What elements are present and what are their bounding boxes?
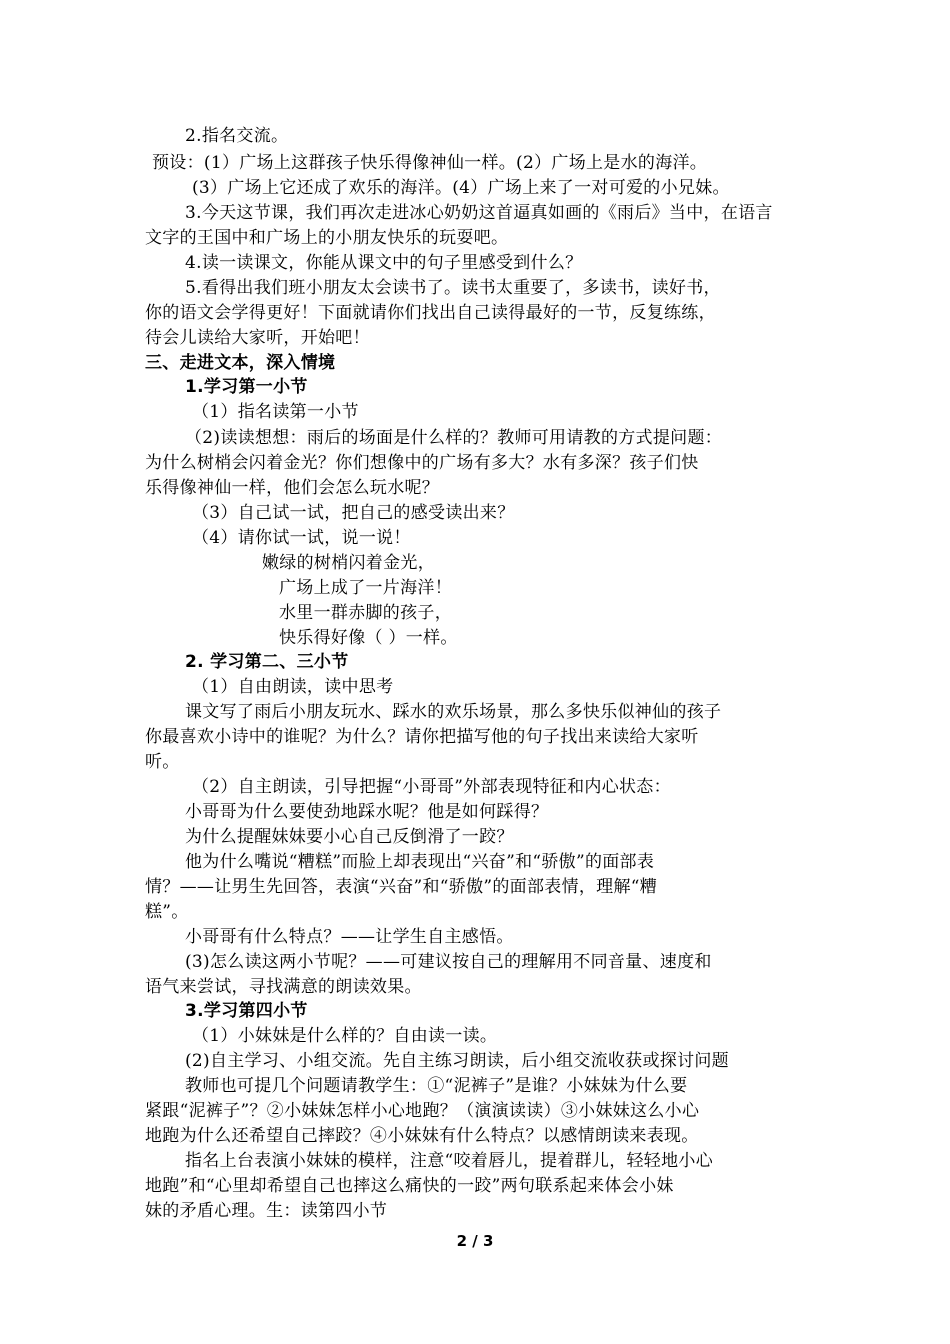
text-line: 课文写了雨后小朋友玩水、踩水的欢乐场景，那么多快乐似神仙的孩子 (185, 702, 722, 722)
text-line: （2）自主朗读，引导把握“小哥哥”外部表现特征和内心状态： (192, 777, 671, 797)
subsection-heading: 2. 学习第二、三小节 (185, 652, 349, 672)
text-line: 小哥哥有什么特点？——让学生自主感悟。 (185, 927, 514, 947)
section-heading: 三、走进文本，深入情境 (145, 353, 336, 373)
text-line: 他为什么嘴说“糟糕”而脸上却表现出“兴奋”和“骄傲”的面部表 (185, 852, 655, 872)
poem-line: 嫩绿的树梢闪着金光， (262, 553, 435, 573)
text-line: 预设：(1）广场上这群孩子快乐得像神仙一样。(2）广场上是水的海洋。 (152, 153, 708, 173)
text-line: 糕”。 (145, 902, 189, 922)
text-line: 你最喜欢小诗中的谁呢？为什么？请你把描写他的句子找出来读给大家听 (145, 727, 699, 747)
poem-line: 水里一群赤脚的孩子， (279, 603, 452, 623)
text-line: (2)自主学习、小组交流。先自主练习朗读，后小组交流收获或探讨问题 (185, 1051, 729, 1071)
text-line: 听。 (145, 752, 180, 772)
poem-line: 广场上成了一片海洋！ (279, 578, 452, 598)
text-line: 紧跟“泥裤子”？②小妹妹怎样小心地跑？（演演读读）③小妹妹这么小心 (145, 1101, 700, 1121)
text-line: 语气来尝试，寻找满意的朗读效果。 (145, 977, 422, 997)
subsection-heading: 3.学习第四小节 (185, 1001, 308, 1021)
text-line: （3）自己试一试，把自己的感受读出来？ (192, 503, 515, 523)
poem-line: 快乐得好像（ ）一样。 (279, 628, 458, 648)
text-line: 2.指名交流。 (185, 126, 289, 146)
text-line: 4.读一读课文，你能从课文中的句子里感受到什么？ (185, 253, 583, 273)
page-number: 2 / 3 (456, 1232, 494, 1250)
text-line: 文字的王国中和广场上的小朋友快乐的玩耍吧。 (145, 228, 509, 248)
text-line: 小哥哥为什么要使劲地踩水呢？他是如何踩得？ (185, 802, 549, 822)
text-line: 乐得像神仙一样，他们会怎么玩水呢？ (145, 478, 440, 498)
subsection-heading: 1.学习第一小节 (185, 377, 308, 397)
text-line: （2)读读想想：雨后的场面是什么样的？教师可用请教的方式提问题： (185, 428, 723, 448)
text-line: 你的语文会学得更好！下面就请你们找出自己读得最好的一节，反复练练， (145, 303, 716, 323)
text-line: 地跑”和“心里却希望自己也摔这么痛快的一跤”两句联系起来体会小妹 (145, 1176, 674, 1196)
text-line: (3）广场上它还成了欢乐的海洋。(4）广场上来了一对可爱的小兄妹。 (192, 178, 730, 198)
text-line: （1）指名读第一小节 (192, 402, 359, 422)
text-line: 3.今天这节课，我们再次走进冰心奶奶这首逼真如画的《雨后》当中，在语言 (185, 203, 773, 223)
text-line: (3)怎么读这两小节呢？——可建议按自己的理解用不同音量、速度和 (185, 952, 712, 972)
text-line: （1）自由朗读，读中思考 (192, 677, 394, 697)
text-line: （4）请你试一试，说一说！ (192, 528, 411, 548)
text-line: 为什么树梢会闪着金光？你们想像中的广场有多大？水有多深？孩子们快 (145, 453, 699, 473)
text-line: 妹的矛盾心理。生：读第四小节 (145, 1201, 388, 1221)
text-line: 教师也可提几个问题请教学生：①“泥裤子”是谁？小妹妹为什么要 (185, 1076, 688, 1096)
text-line: 指名上台表演小妹妹的模样，注意“咬着唇儿，提着群儿，轻轻地小心 (185, 1151, 713, 1171)
text-line: 情？——让男生先回答，表演“兴奋”和“骄傲”的面部表情，理解“糟 (145, 877, 658, 897)
text-line: （1）小妹妹是什么样的？自由读一读。 (192, 1026, 498, 1046)
text-line: 5.看得出我们班小朋友太会读书了。读书太重要了，多读书，读好书， (185, 278, 721, 298)
text-line: 为什么提醒妹妹要小心自己反倒滑了一跤？ (185, 827, 514, 847)
text-line: 待会儿读给大家听，开始吧！ (145, 328, 370, 348)
text-line: 地跑为什么还希望自己摔跤？④小妹妹有什么特点？以感情朗读来表现。 (145, 1126, 699, 1146)
